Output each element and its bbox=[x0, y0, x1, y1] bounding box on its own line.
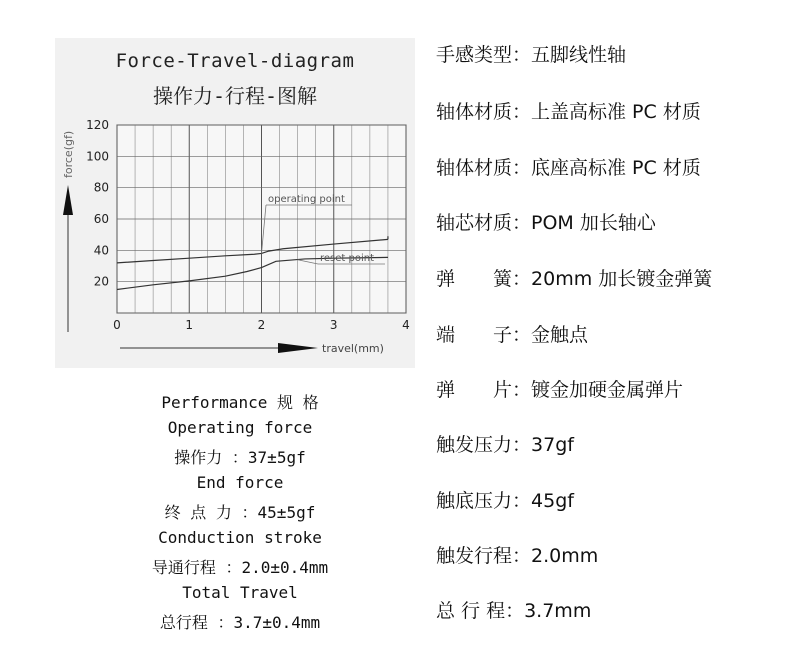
operating-force-label: Operating force bbox=[167, 418, 313, 437]
x-axis-label: travel(mm) bbox=[322, 342, 384, 355]
spec-row-bottom-force bbox=[436, 486, 574, 513]
spec-value: 上盖高标准 PC 材质 bbox=[531, 101, 701, 123]
spec-label: 弹 簧： bbox=[436, 268, 532, 290]
y-axis-arrow bbox=[63, 185, 73, 215]
y-tick-label: 60 bbox=[93, 212, 109, 226]
operating-force-value: 操作力 ：37±5gf bbox=[174, 448, 306, 467]
spec-row-total-travel bbox=[436, 596, 591, 623]
y-axis-label: force(gf) bbox=[62, 130, 75, 178]
performance-heading: Performance 规 格 bbox=[161, 393, 319, 412]
chart-title: Force-Travel-diagram bbox=[115, 50, 355, 72]
spec-row-housing-base bbox=[436, 153, 701, 180]
spec-value: POM 加长轴心 bbox=[531, 212, 656, 234]
x-axis-arrow bbox=[278, 343, 318, 353]
y-tick-label: 100 bbox=[86, 149, 109, 164]
spec-label: 触发压力： bbox=[436, 434, 532, 456]
spec-row-actuation-travel bbox=[436, 541, 598, 568]
end-force-label: End force bbox=[196, 473, 284, 492]
conduction-stroke-value: 导通行程 ：2.0±0.4mm bbox=[151, 558, 329, 577]
spec-value: 底座高标准 PC 材质 bbox=[531, 157, 701, 179]
spec-value: 3.7mm bbox=[524, 600, 592, 622]
x-tick-label: 0 bbox=[113, 318, 121, 332]
spec-value: 金触点 bbox=[531, 324, 589, 346]
total-travel-value: 总行程 ：3.7±0.4mm bbox=[159, 613, 321, 632]
x-tick-label: 2 bbox=[257, 318, 266, 332]
y-tick-label: 20 bbox=[93, 274, 109, 289]
total-travel-label: Total Travel bbox=[182, 583, 298, 602]
spec-label: 轴芯材质： bbox=[436, 212, 532, 234]
spec-row-leaf bbox=[436, 375, 683, 402]
spec-label: 轴体材质： bbox=[436, 157, 532, 179]
spec-value: 45gf bbox=[531, 490, 574, 512]
spec-row-stem bbox=[436, 208, 656, 235]
spec-value: 镀金加硬金属弹片 bbox=[531, 379, 684, 401]
y-tick-label: 120 bbox=[86, 118, 109, 132]
spec-value: 20mm 加长镀金弹簧 bbox=[531, 268, 713, 290]
spec-value: 五脚线性轴 bbox=[531, 44, 627, 66]
conduction-stroke-label: Conduction stroke bbox=[158, 528, 322, 547]
x-tick-label: 4 bbox=[402, 318, 410, 332]
spec-label: 轴体材质： bbox=[436, 101, 532, 123]
spec-row-spring bbox=[436, 264, 712, 291]
chart-subtitle: 操作力-行程-图解 bbox=[152, 84, 318, 108]
spec-row-actuation-force bbox=[436, 430, 574, 457]
spec-value: 37gf bbox=[531, 434, 574, 456]
x-tick-label: 1 bbox=[185, 318, 194, 332]
y-tick-label: 80 bbox=[93, 180, 109, 195]
spec-row-terminal bbox=[436, 320, 588, 347]
operating-point-annotation: operating point bbox=[268, 194, 345, 205]
spec-value: 2.0mm bbox=[531, 545, 599, 567]
end-force-value: 终 点 力 ：45±5gf bbox=[164, 503, 316, 522]
chart-grid bbox=[117, 125, 406, 313]
y-tick-label: 40 bbox=[93, 243, 109, 258]
reset-point-annotation: reset point bbox=[320, 253, 375, 264]
spec-label: 弹 片： bbox=[436, 379, 532, 401]
spec-label: 手感类型： bbox=[436, 44, 532, 66]
spec-label: 总 行 程： bbox=[436, 600, 525, 622]
spec-row-feel-type bbox=[436, 40, 626, 67]
spec-label: 端 子： bbox=[436, 324, 532, 346]
spec-row-housing-top bbox=[436, 97, 701, 124]
spec-label: 触发行程： bbox=[436, 545, 532, 567]
spec-label: 触底压力： bbox=[436, 490, 532, 512]
x-tick-label: 3 bbox=[329, 318, 338, 332]
